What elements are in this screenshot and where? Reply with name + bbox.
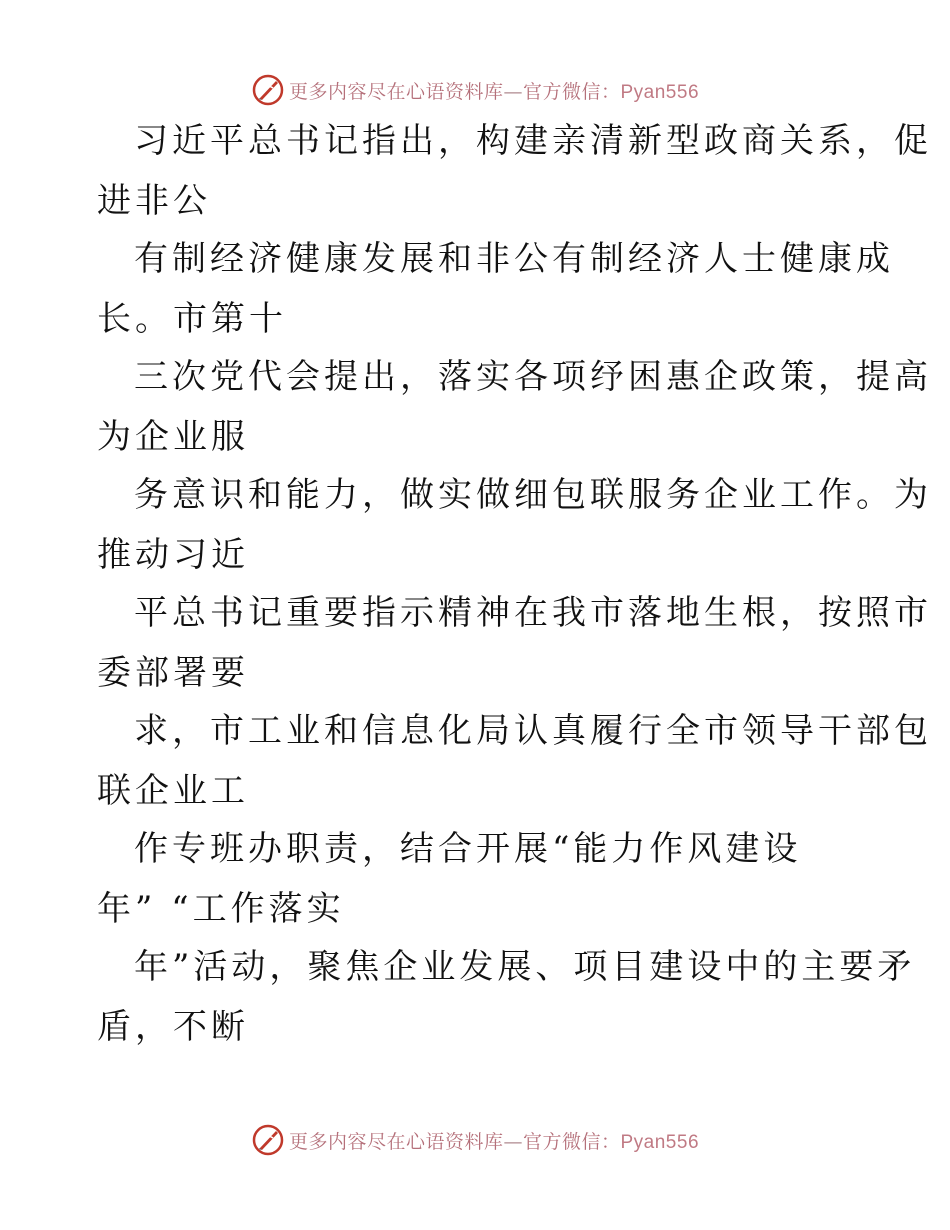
body-line: 作专班办职责，结合开展“能力作风建设: [134, 829, 802, 869]
header-banner: [0, 72, 950, 108]
footer-wechat-label: 官方微信：: [522, 1130, 621, 1153]
body-line: 有制经济健康发展和非公有制经济人士健康成: [134, 239, 894, 279]
footer-banner: [0, 1122, 950, 1158]
body-line: 求，市工业和信息化局认真履行全市领导干部包: [134, 711, 932, 751]
body-line: 务意识和能力，做实做细包联服务企业工作。为: [134, 475, 932, 515]
body-line: 长。市第十: [97, 299, 287, 339]
quill-pen-logo-icon: [251, 1123, 285, 1157]
body-line: 年” “工作落实: [97, 889, 345, 929]
body-line: 平总书记重要指示精神在我市落地生根，按照市: [134, 593, 932, 633]
footer-separator: —: [503, 1130, 523, 1153]
footer-wechat-id: Pyan556: [620, 1131, 700, 1153]
body-line: 为企业服: [97, 417, 249, 457]
body-line: 进非公: [97, 181, 211, 221]
body-line: 年”活动，聚焦企业发展、项目建设中的主要矛: [134, 947, 916, 987]
body-line: 联企业工: [97, 771, 249, 811]
header-wechat-label: 官方微信：: [522, 80, 621, 103]
footer-watermark-text: [289, 1127, 699, 1154]
footer-main-text: 更多内容尽在心语资料库: [288, 1130, 504, 1153]
body-line: 推动习近: [97, 535, 249, 575]
body-line: 委部署要: [97, 653, 249, 693]
quill-pen-logo-icon: [251, 73, 285, 107]
body-line: 三次党代会提出，落实各项纾困惠企政策，提高: [134, 357, 932, 397]
body-line: 习近平总书记指出，构建亲清新型政商关系，促: [134, 121, 932, 161]
header-watermark-text: [289, 77, 699, 104]
header-main-text: 更多内容尽在心语资料库: [288, 80, 504, 103]
body-line: 盾，不断: [97, 1007, 249, 1047]
header-wechat-id: Pyan556: [620, 81, 700, 103]
header-separator: —: [503, 80, 523, 103]
